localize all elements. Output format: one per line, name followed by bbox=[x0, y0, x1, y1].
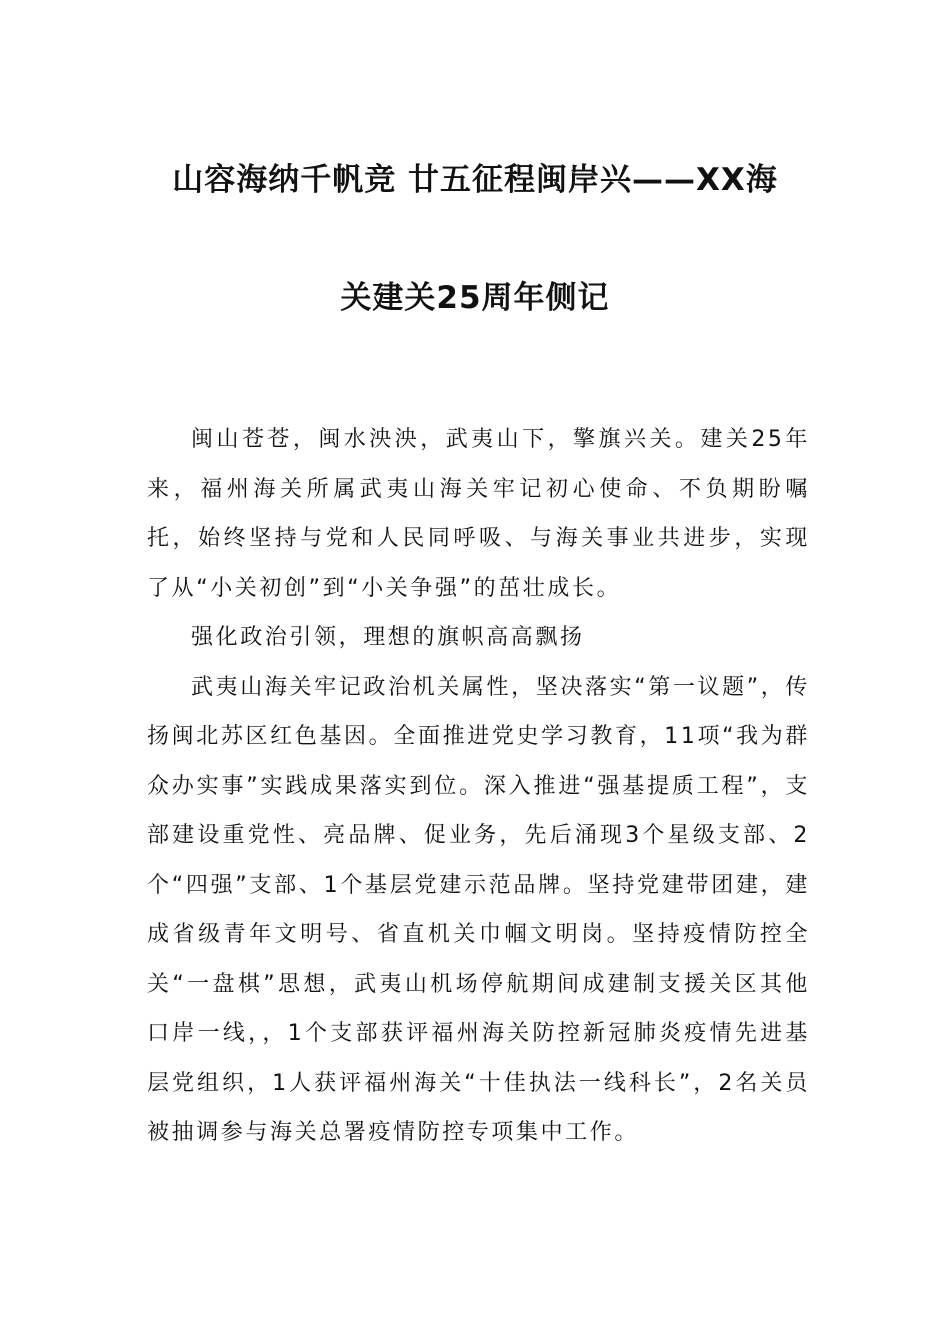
document-body bbox=[147, 415, 810, 1158]
title-line-2: 关建关25周年侧记 bbox=[340, 280, 610, 316]
paragraph-intro: 闽山苍苍，闽水泱泱，武夷山下，擎旗兴关。建关25年来，福州海关所属武夷山海关牢记初心使命、不负期盼嘱托，始终坚持与党和人民同呼吸、与海关事业共进步，实现了从“小关初创”到“小关争强”的茁壮成长。 bbox=[147, 427, 810, 601]
title-line-1: 山容海纳千帆竞 廿五征程闽岸兴——XX海 bbox=[172, 162, 778, 198]
paragraph-politics: 武夷山海关牢记政治机关属性，坚决落实“第一议题”，传扬闽北苏区红色基因。全面推进党史学习教育，11项“我为群众办实事”实践成果落实到位。深入推进“强基提质工程”，支部建设重党性、亮品牌、促业务，先后涌现3个星级支部、2个“四强”支部、1个基层党建示范品牌。坚持党建带团建，建成省级青年文明号、省直机关巾帼文明岗。坚持疫情防控全关“一盘棋”思想，武夷山机场停航期间成建制支援关区其他口岸一线，，1个支部获评福州海关防控新冠肺炎疫情先进基层党组织，1人获评福州海关“十佳执法一线科长”，2名关员被抽调参与海关总署疫情防控专项集中工作。 bbox=[147, 674, 810, 1145]
section-heading: 强化政治引领，理想的旗帜高高飘扬 bbox=[191, 625, 585, 650]
